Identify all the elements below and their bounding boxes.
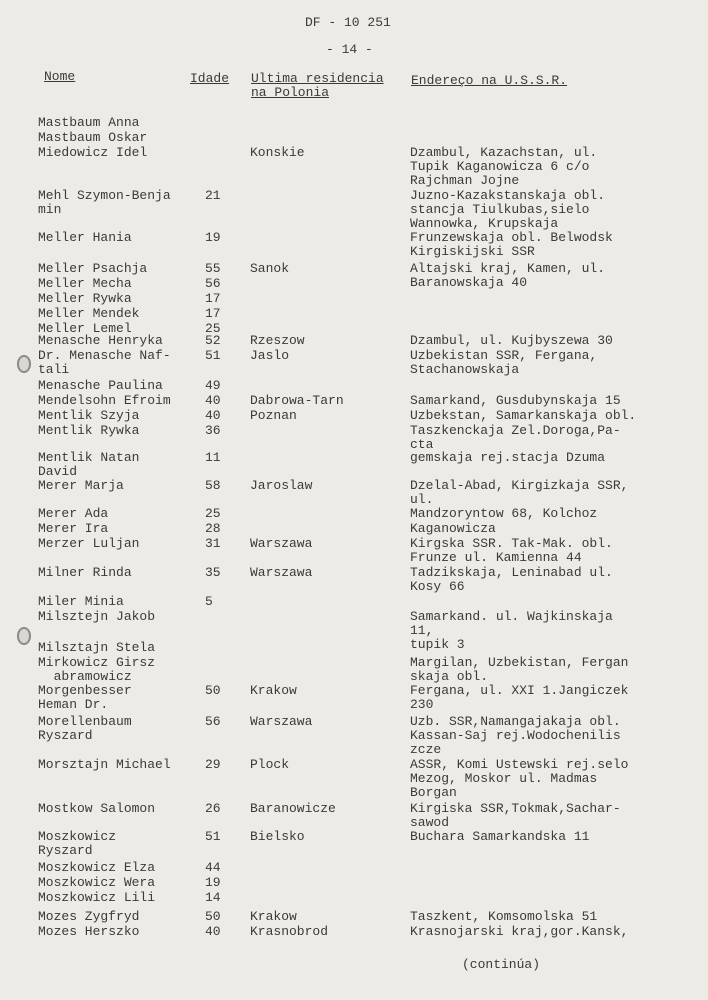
cell-residence: Warszawa [250,536,313,551]
page-number: - 14 - [326,42,373,57]
cell-address: Taszkenckaja Zel.Doroga,Pa- cta [410,423,621,452]
cell-name: Meller Lemel [38,321,132,336]
cell-residence: Warszawa [250,565,313,580]
doc-id: DF - 10 251 [305,15,391,30]
cell-name: Meller Psachja [38,261,148,276]
cell-name: Morsztajn Michael [38,757,171,772]
cell-address: Kirgiska SSR,Tokmak,Sachar- sawod [410,801,621,830]
cell-name: Meller Mendek [38,306,140,321]
cell-age: 56 [205,276,221,291]
cell-name: Mastbaum Oskar [38,130,148,145]
cell-residence: Warszawa [250,714,313,729]
cell-age: 29 [205,757,221,772]
cell-residence: Konskie [250,145,305,160]
cell-name: Menasche Henryka [38,333,163,348]
cell-address: Frunzewskaja obl. Belwodsk Kirgiskijski SSR [410,230,613,259]
cell-age: 44 [205,860,221,875]
cell-address: Fergana, ul. XXI 1.Jangiczek 230 [410,683,629,712]
cell-age: 19 [205,230,221,245]
cell-age: 50 [205,683,221,698]
cell-age: 51 [205,829,221,844]
punch-hole-bottom [17,627,31,645]
cell-name: Merer Ira [38,521,109,536]
cell-age: 35 [205,565,221,580]
cell-name: Merzer Luljan [38,536,140,551]
cell-name: Mentlik Szyja [38,408,140,423]
cell-name: Mendelsohn Efroim [38,393,171,408]
cell-address: Kirgska SSR. Tak-Mak. obl. Frunze ul. Kamienna 44 [410,536,613,565]
cell-address: Kaganowicza [410,521,496,536]
cell-name: Menasche Paulina [38,378,163,393]
cell-name: Moszkowicz Lili [38,890,156,905]
cell-residence: Jaslo [250,348,290,363]
punch-hole-top [17,355,31,373]
cell-age: 40 [205,924,221,939]
cell-age: 5 [205,594,213,609]
cell-name: Miedowicz Idel [38,145,148,160]
cell-age: 56 [205,714,221,729]
col-header-address: Endereço na U.S.S.R. [411,73,568,88]
cell-address: Juzno-Kazakstanskaja obl. stancja Tiulkubas,sielo Wannowka, Krupskaja [410,188,606,231]
cell-name: Meller Hania [38,230,132,245]
cell-residence: Rzeszow [250,333,305,348]
cell-name: Mentlik Natan David [38,450,140,479]
cell-name: Miler Minia [38,594,124,609]
cell-address: Buchara Samarkandska 11 [410,829,590,844]
cell-age: 26 [205,801,221,816]
cell-address: gemskaja rej.stacja Dzuma [410,450,606,465]
cell-name: Merer Marja [38,478,124,493]
cell-name: Meller Mecha [38,276,132,291]
cell-name: Morellenbaum Ryszard [38,714,132,743]
cell-address: Samarkand. ul. Wajkinskaja 11, tupik 3 [410,609,613,652]
col-header-residence: Ultima residencia na Polonia [251,71,384,100]
cell-name: Mozes Zygfryd [38,909,140,924]
cell-name: Dr. Menasche Naf- tali [38,348,171,377]
cell-address: Dzambul, Kazachstan, ul. Tupik Kaganowicza 6 c/o Rajchman Jojne [410,145,598,188]
cell-address: Taszkent, Komsomolska 51 [410,909,598,924]
cell-name: Merer Ada [38,506,109,521]
cell-address: ASSR, Komi Ustewski rej.selo Mezog, Moskor ul. Madmas Borgan [410,757,629,800]
cell-address: Uzbekstan, Samarkanskaja obl. [410,408,637,423]
cell-address: Samarkand, Gusdubynskaja 15 [410,393,621,408]
cell-name: Mirkowicz Girsz abramowicz [38,655,156,684]
cell-residence: Bielsko [250,829,305,844]
cell-residence: Dabrowa-Tarn [250,393,344,408]
cell-age: 58 [205,478,221,493]
cell-age: 40 [205,393,221,408]
cell-address: Margilan, Uzbekistan, Fergan skaja obl. [410,655,629,684]
cell-address: Altajski kraj, Kamen, ul. Baranowskaja 40 [410,261,606,290]
cell-residence: Poznan [250,408,297,423]
cell-address: Uzbekistan SSR, Fergana, Stachanowskaja [410,348,598,377]
cell-address: Dzelal-Abad, Kirgizkaja SSR, ul. [410,478,629,507]
cell-age: 51 [205,348,221,363]
cell-age: 17 [205,306,221,321]
cell-age: 49 [205,378,221,393]
col-header-name: Nome [44,69,76,84]
cell-name: Mozes Herszko [38,924,140,939]
cell-address: Tadzikskaja, Leninabad ul. Kosy 66 [410,565,613,594]
cell-residence: Sanok [250,261,290,276]
cell-name: Morgenbesser Heman Dr. [38,683,132,712]
cell-name: Moszkowicz Elza [38,860,156,875]
cell-name: Milner Rinda [38,565,132,580]
cell-age: 14 [205,890,221,905]
cell-name: Moszkowicz Wera [38,875,156,890]
cell-age: 28 [205,521,221,536]
cell-name: Mehl Szymon-Benja min [38,188,171,217]
cell-residence: Baranowicze [250,801,336,816]
cell-age: 40 [205,408,221,423]
cell-address: Uzb. SSR,Namangajakaja obl. Kassan-Saj rej.Wodochenilis zcze [410,714,621,757]
cell-address: Krasnojarski kraj,gor.Kansk, [410,924,629,939]
cell-age: 11 [205,450,221,465]
cell-residence: Krakow [250,683,297,698]
cell-residence: Jaroslaw [250,478,313,493]
cell-age: 36 [205,423,221,438]
cell-name: Moszkowicz Ryszard [38,829,117,858]
cell-name: Mastbaum Anna [38,115,140,130]
cell-age: 52 [205,333,221,348]
continued-note: (continúa) [462,957,541,972]
cell-residence: Krasnobrod [250,924,329,939]
cell-age: 31 [205,536,221,551]
col-header-age: Idade [190,71,230,86]
cell-name: Milsztejn Jakob [38,609,156,624]
cell-name: Milsztajn Stela [38,640,156,655]
cell-name: Mentlik Rywka [38,423,140,438]
cell-age: 17 [205,291,221,306]
cell-name: Meller Rywka [38,291,132,306]
cell-residence: Krakow [250,909,297,924]
cell-age: 25 [205,321,221,336]
cell-age: 55 [205,261,221,276]
cell-residence: Plock [250,757,290,772]
cell-name: Mostkow Salomon [38,801,156,816]
cell-age: 21 [205,188,221,203]
cell-age: 50 [205,909,221,924]
cell-age: 25 [205,506,221,521]
cell-address: Mandzoryntow 68, Kolchoz [410,506,598,521]
cell-age: 19 [205,875,221,890]
cell-address: Dzambul, ul. Kujbyszewa 30 [410,333,613,348]
